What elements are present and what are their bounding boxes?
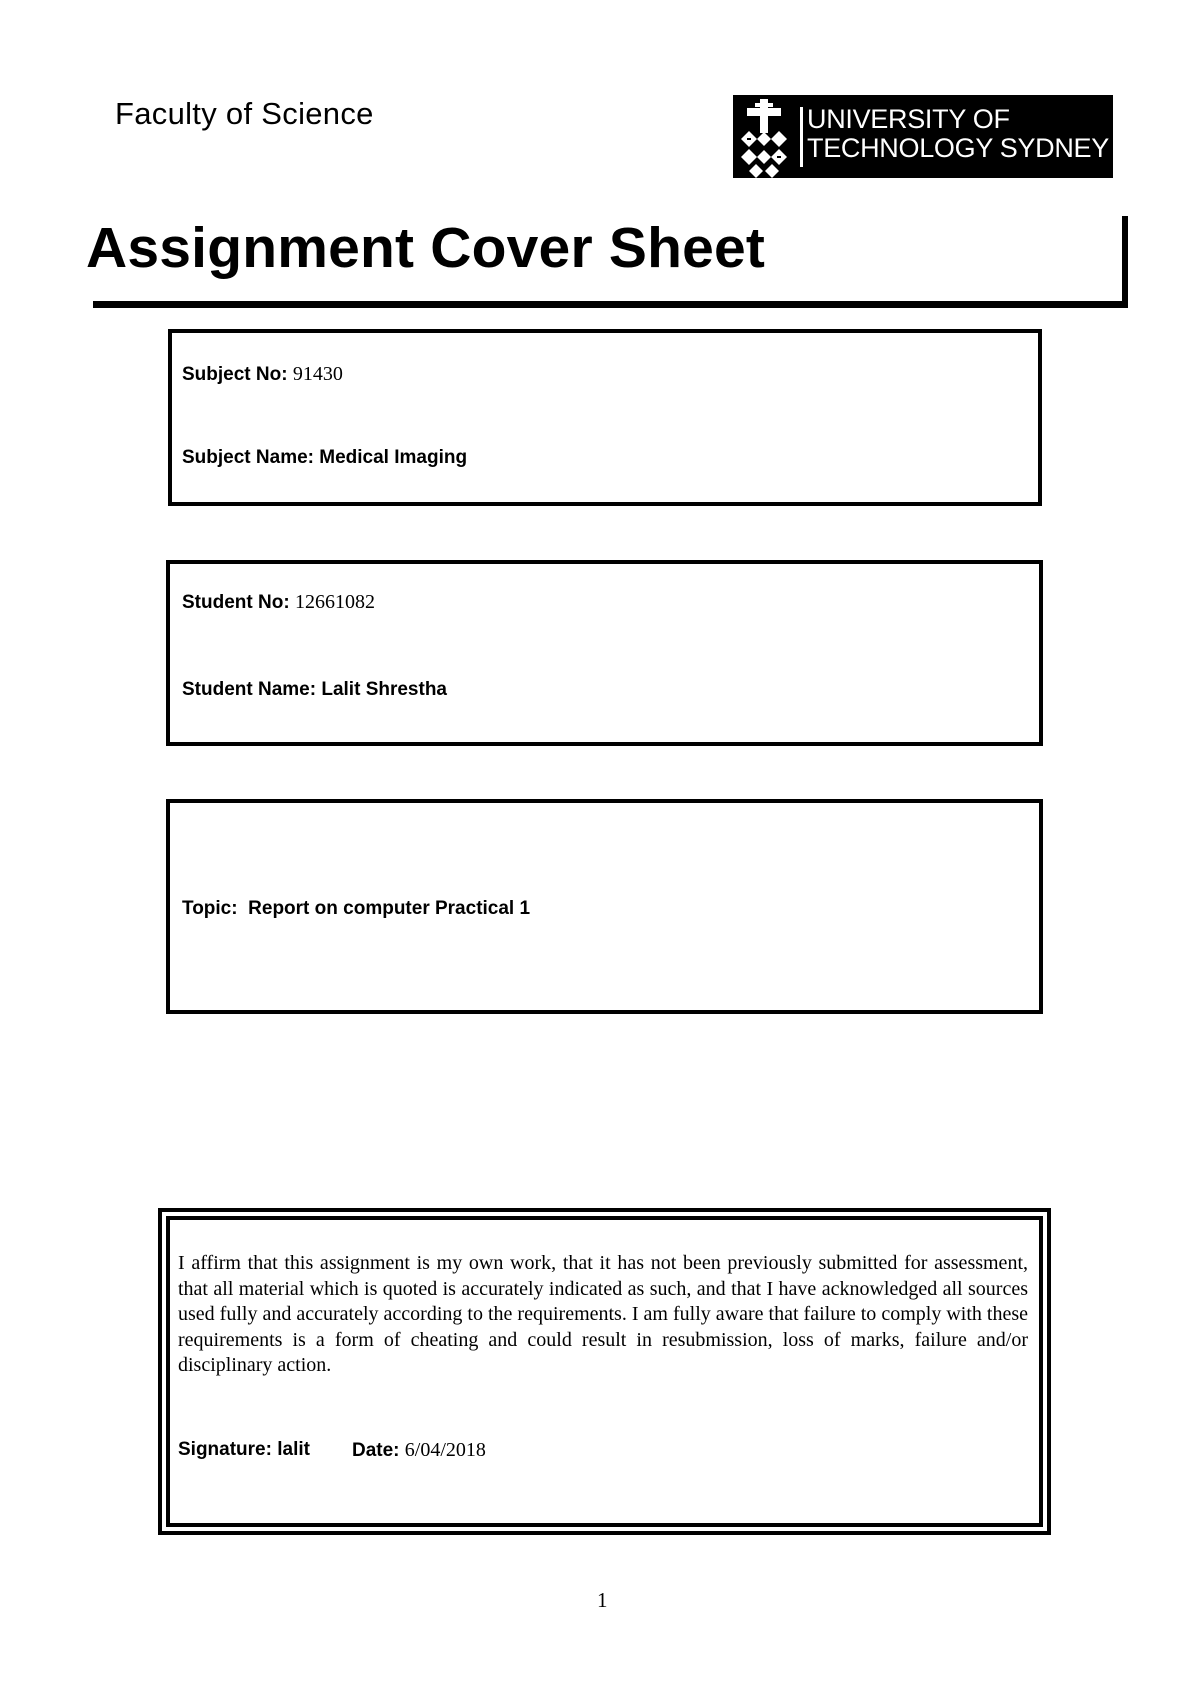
student-number-value: 12661082 bbox=[294, 591, 375, 613]
page-number: 1 bbox=[597, 1588, 608, 1612]
subject-name-field bbox=[182, 447, 467, 469]
topic-label: Topic: bbox=[182, 898, 238, 919]
subject-number-label: Subject No: bbox=[182, 364, 288, 385]
declaration-text: I affirm that this assignment is my own work, that it has not been previously submitted for assessment, that all material which is quoted is accurately indicated as such, and that I have acknowledged all sources used fully and accurately according to the requirements. I am fully aware that failure to comply with these requirements is a form of cheating and could result in resubmission, loss of marks, failure and/or disciplinary action. bbox=[178, 1252, 1028, 1376]
topic-value: Report on computer Practical 1 bbox=[248, 898, 531, 919]
signature-field bbox=[178, 1439, 310, 1461]
signature-label: Signature: bbox=[178, 1439, 272, 1460]
title-underline bbox=[93, 301, 1128, 308]
student-name-value: Lalit Shrestha bbox=[321, 679, 448, 700]
university-name bbox=[807, 105, 1109, 163]
student-box bbox=[166, 560, 1043, 746]
subject-number-field bbox=[182, 363, 343, 386]
date-label: Date: bbox=[352, 1440, 400, 1461]
university-logo bbox=[733, 95, 1113, 178]
page-title: Assignment Cover Sheet bbox=[86, 216, 766, 280]
logo-line-1: UNIVERSITY OF bbox=[807, 104, 1010, 134]
subject-box bbox=[168, 329, 1042, 506]
logo-divider bbox=[800, 107, 803, 167]
student-number-label: Student No: bbox=[182, 592, 290, 613]
logo-line-2: TECHNOLOGY SYDNEY bbox=[807, 133, 1109, 163]
student-name-field bbox=[182, 679, 447, 701]
subject-name-label: Subject Name: bbox=[182, 447, 314, 468]
subject-name-value: Medical Imaging bbox=[319, 447, 468, 468]
topic-field bbox=[182, 898, 530, 920]
signature-value: lalit bbox=[277, 1439, 310, 1460]
title-side-rule bbox=[1122, 216, 1128, 308]
student-name-label: Student Name: bbox=[182, 679, 317, 700]
uts-crest-icon bbox=[733, 95, 795, 178]
student-number-field bbox=[182, 591, 375, 614]
date-field bbox=[352, 1439, 486, 1462]
faculty-name: Faculty of Science bbox=[115, 96, 374, 131]
date-value: 6/04/2018 bbox=[404, 1439, 486, 1461]
subject-number-value: 91430 bbox=[292, 363, 343, 385]
